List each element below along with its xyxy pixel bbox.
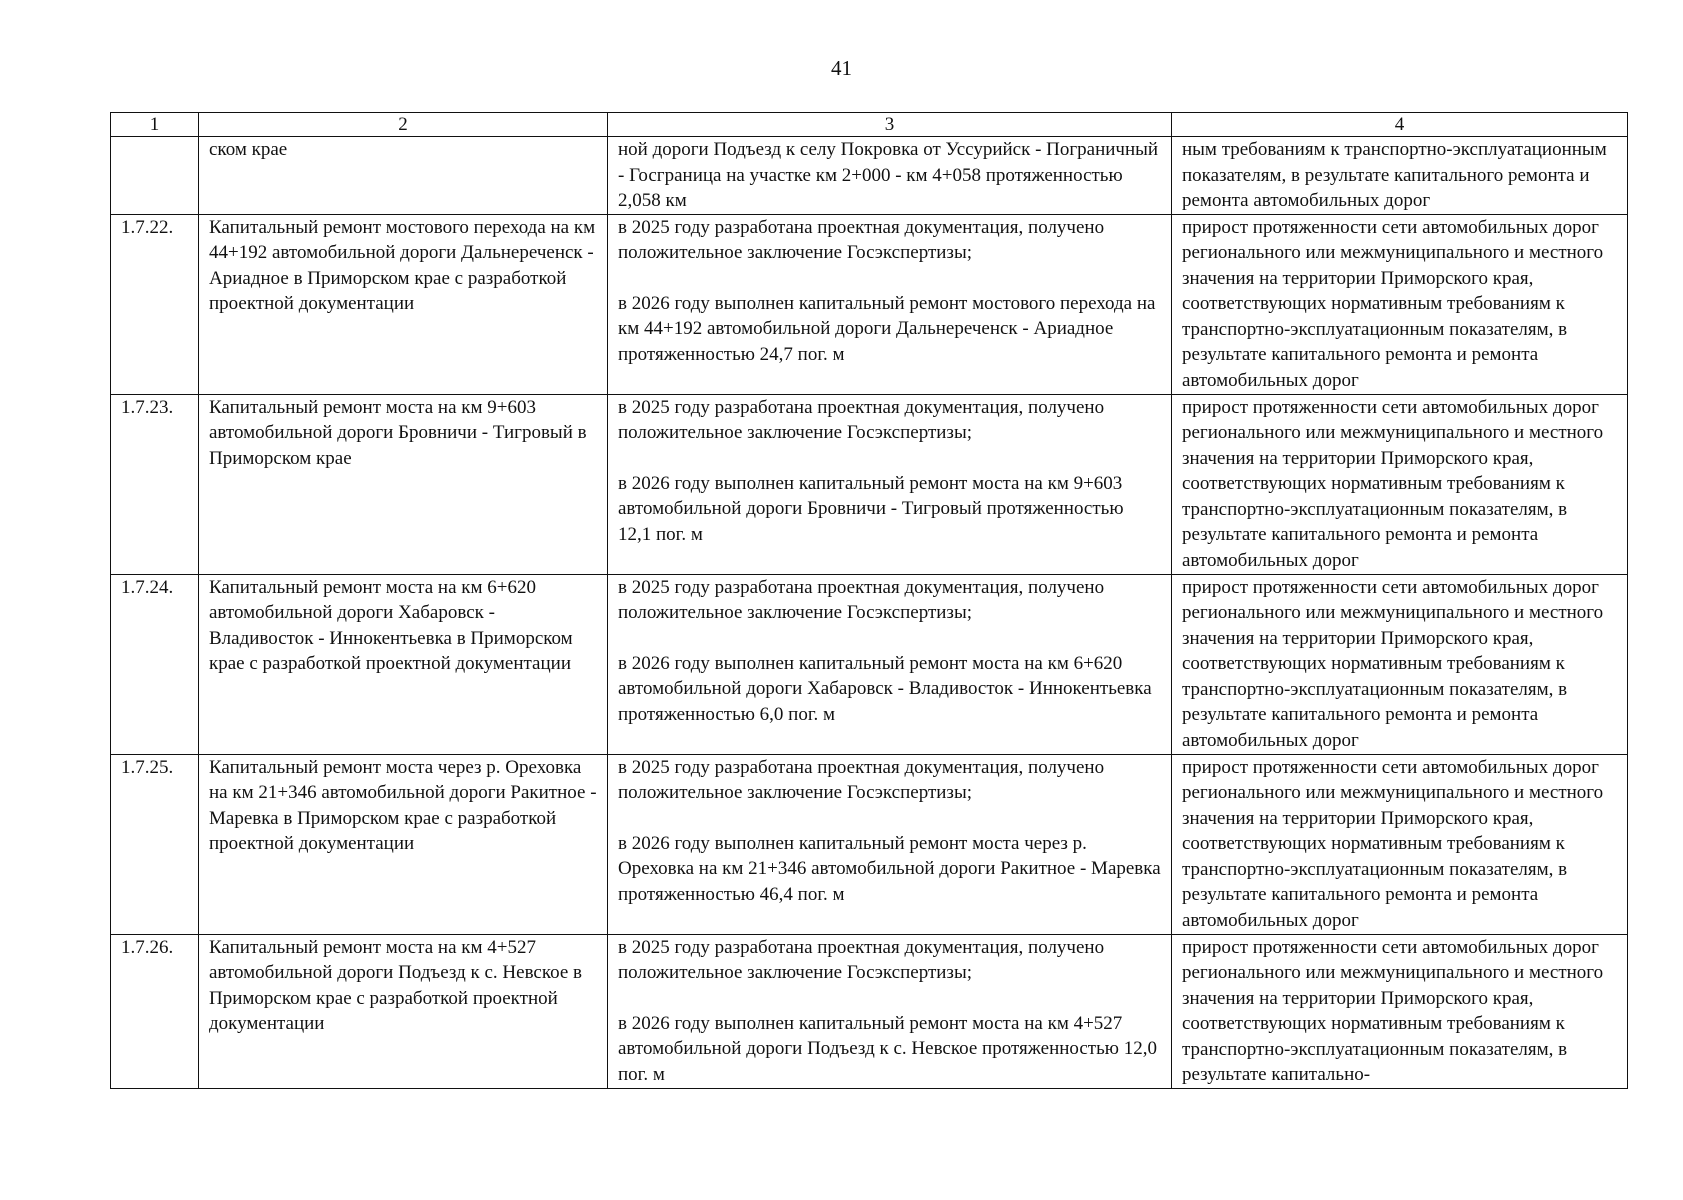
result-2025: в 2025 году разработана проектная документация, получено положительное заключение Госэкспертизы; [618, 396, 1105, 443]
result-2026: в 2026 году выполнен капитальный ремонт моста через р. Ореховка на км 21+346 автомобильной дороги Ракитное - Маревка протяженностью 46,4 пог. м [618, 832, 1161, 905]
result-2025: в 2025 году разработана проектная документация, получено положительное заключение Госэкспертизы; [618, 576, 1105, 623]
row-result [608, 934, 1172, 1088]
row-indicator: ным требованиям к транспортно-эксплуатационным показателям, в результате капитального ремонта и ремонта автомобильных дорог [1172, 137, 1628, 215]
row-name: Капитальный ремонт мостового перехода на км 44+192 автомобильной дороги Дальнереченск - Ариадное в Приморском крае с разработкой проектной документации [199, 214, 608, 394]
row-number [111, 137, 199, 215]
table-row [111, 394, 1628, 574]
header-col-2: 2 [199, 113, 608, 137]
row-number: 1.7.22. [111, 214, 199, 394]
row-name: Капитальный ремонт моста через р. Ореховка на км 21+346 автомобильной дороги Ракитное - Маревка в Приморском крае с разработкой проектной документации [199, 754, 608, 934]
result-2025: в 2025 году разработана проектная документация, получено положительное заключение Госэкспертизы; [618, 216, 1105, 263]
row-name: Капитальный ремонт моста на км 4+527 автомобильной дороги Подъезд к с. Невское в Приморском крае с разработкой проектной документации [199, 934, 608, 1088]
result-2026: в 2026 году выполнен капитальный ремонт моста на км 9+603 автомобильной дороги Бровничи - Тигровый протяженностью 12,1 пог. м [618, 472, 1124, 545]
result-2025: в 2025 году разработана проектная документация, получено положительное заключение Госэкспертизы; [618, 936, 1105, 983]
header-row [111, 113, 1628, 137]
row-indicator: прирост протяженности сети автомобильных дорог регионального или межмуниципального и местного значения на территории Приморского края, соответствующих нормативным требованиям к транспортно-эксплуатационным показателям, в результате капитального ремонта и ремонта автомобильных дорог [1172, 214, 1628, 394]
table-row [111, 214, 1628, 394]
page-number: 41 [831, 56, 852, 80]
row-result [608, 574, 1172, 754]
row-number: 1.7.25. [111, 754, 199, 934]
result-2026: в 2026 году выполнен капитальный ремонт моста на км 6+620 автомобильной дороги Хабаровск - Владивосток - Иннокентьевка протяженностью 6,0 пог. м [618, 652, 1152, 725]
table-row [111, 574, 1628, 754]
row-indicator: прирост протяженности сети автомобильных дорог регионального или межмуниципального и местного значения на территории Приморского края, соответствующих нормативным требованиям к транспортно-эксплуатационным показателям, в результате капитального ремонта и ремонта автомобильных дорог [1172, 394, 1628, 574]
row-result: ной дороги Подъезд к селу Покровка от Уссурийск - Пограничный - Госграница на участке км 2+000 - км 4+058 протяженностью 2,058 км [608, 137, 1172, 215]
row-number: 1.7.23. [111, 394, 199, 574]
program-table [110, 112, 1628, 1089]
header-col-1: 1 [111, 113, 199, 137]
header-col-3: 3 [608, 113, 1172, 137]
row-number: 1.7.26. [111, 934, 199, 1088]
row-indicator: прирост протяженности сети автомобильных дорог регионального или межмуниципального и местного значения на территории Приморского края, соответствующих нормативным требованиям к транспортно-эксплуатационным показателям, в результате капитального ремонта и ремонта автомобильных дорог [1172, 574, 1628, 754]
row-number: 1.7.24. [111, 574, 199, 754]
row-result [608, 394, 1172, 574]
result-2026: в 2026 году выполнен капитальный ремонт мостового перехода на км 44+192 автомобильной дороги Дальнереченск - Ариадное протяженностью 24,7 пог. м [618, 292, 1156, 365]
row-result [608, 214, 1172, 394]
row-name: Капитальный ремонт моста на км 6+620 автомобильной дороги Хабаровск - Владивосток - Иннокентьевка в Приморском крае с разработкой проектной документации [199, 574, 608, 754]
table-row-continuation [111, 137, 1628, 215]
result-2025: в 2025 году разработана проектная документация, получено положительное заключение Госэкспертизы; [618, 756, 1105, 803]
table-row [111, 754, 1628, 934]
row-indicator: прирост протяженности сети автомобильных дорог регионального или межмуниципального и местного значения на территории Приморского края, соответствующих нормативным требованиям к транспортно-эксплуатационным показателям, в результате капитального ремонта и ремонта автомобильных дорог [1172, 754, 1628, 934]
row-result [608, 754, 1172, 934]
row-name: ском крае [199, 137, 608, 215]
header-col-4: 4 [1172, 113, 1628, 137]
row-name: Капитальный ремонт моста на км 9+603 автомобильной дороги Бровничи - Тигровый в Приморском крае [199, 394, 608, 574]
row-indicator: прирост протяженности сети автомобильных дорог регионального или межмуниципального и местного значения на территории Приморского края, соответствующих нормативным требованиям к транспортно-эксплуатационным показателям, в результате капитально- [1172, 934, 1628, 1088]
result-2026: в 2026 году выполнен капитальный ремонт моста на км 4+527 автомобильной дороги Подъезд к с. Невское протяженностью 12,0 пог. м [618, 1012, 1157, 1085]
table-row [111, 934, 1628, 1088]
